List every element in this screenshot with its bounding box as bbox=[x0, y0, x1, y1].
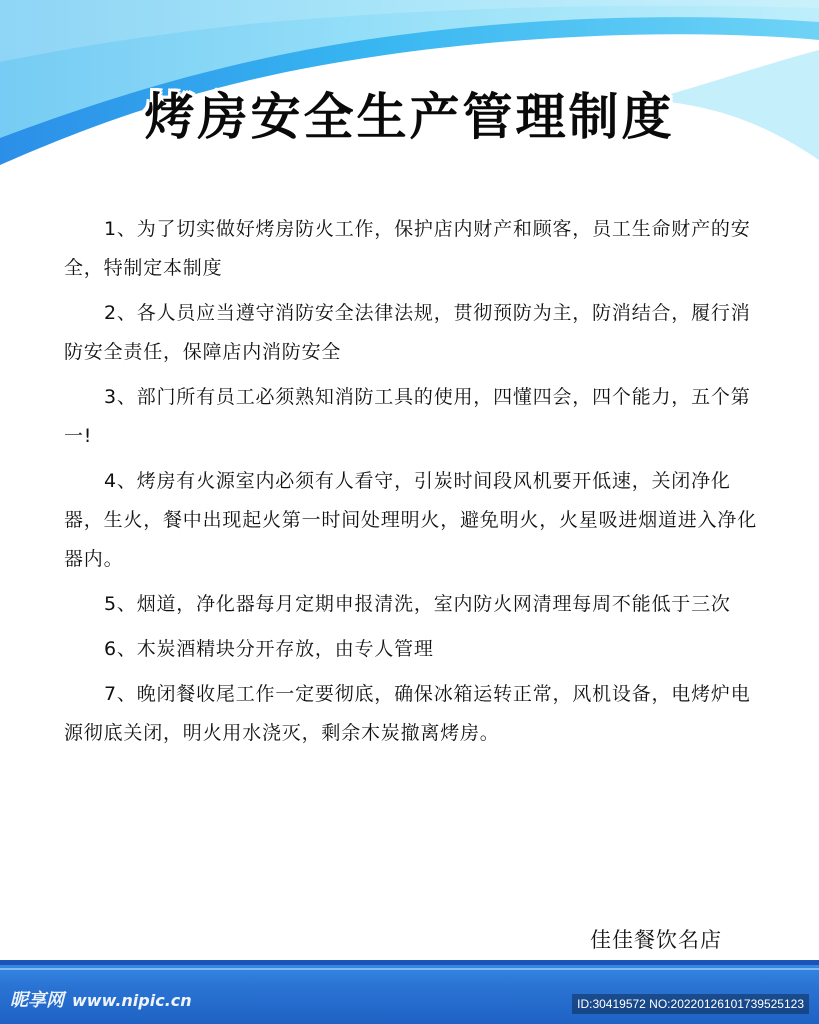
rule-item: 7、晚闭餐收尾工作一定要彻底，确保冰箱运转正常，风机设备，电烤炉电源彻底关闭，明火用水浇灭，剩余木炭撤离烤房。 bbox=[64, 683, 751, 744]
footer-stripe-dark bbox=[0, 960, 819, 965]
rule-item: 1、为了切实做好烤房防火工作，保护店内财产和顾客，员工生命财产的安全，特制定本制度 bbox=[64, 218, 751, 279]
rule-item: 5、烟道，净化器每月定期申报清洗，室内防火网清理每周不能低于三次 bbox=[104, 593, 731, 615]
page-title: 烤房安全生产管理制度 bbox=[144, 88, 675, 146]
watermark-brand: 昵享网 bbox=[10, 990, 64, 1011]
footer-bar bbox=[0, 960, 819, 1024]
rule-item: 4、烤房有火源室内必须有人看守，引炭时间段风机要开低速，关闭净化器，生火，餐中出现起火第一时间处理明火，避免明火，火星吸进烟道进入净化器内。 bbox=[64, 470, 758, 570]
rule-item: 2、各人员应当遵守消防安全法律法规，贯彻预防为主，防消结合，履行消防安全责任，保障店内消防安全 bbox=[64, 302, 751, 363]
store-signature: 佳佳餐饮名店 bbox=[590, 928, 722, 952]
rules-list bbox=[64, 210, 764, 759]
footer-stripe-light bbox=[0, 968, 819, 970]
rule-item: 6、木炭酒精块分开存放，由专人管理 bbox=[104, 638, 434, 660]
rule-item: 3、部门所有员工必须熟知消防工具的使用，四懂四会，四个能力，五个第一! bbox=[64, 386, 751, 447]
watermark bbox=[10, 987, 192, 1015]
watermark-url: www.nipic.cn bbox=[72, 991, 192, 1010]
image-id-label: ID:30419572 NO:20220126101739525123 bbox=[572, 994, 809, 1014]
